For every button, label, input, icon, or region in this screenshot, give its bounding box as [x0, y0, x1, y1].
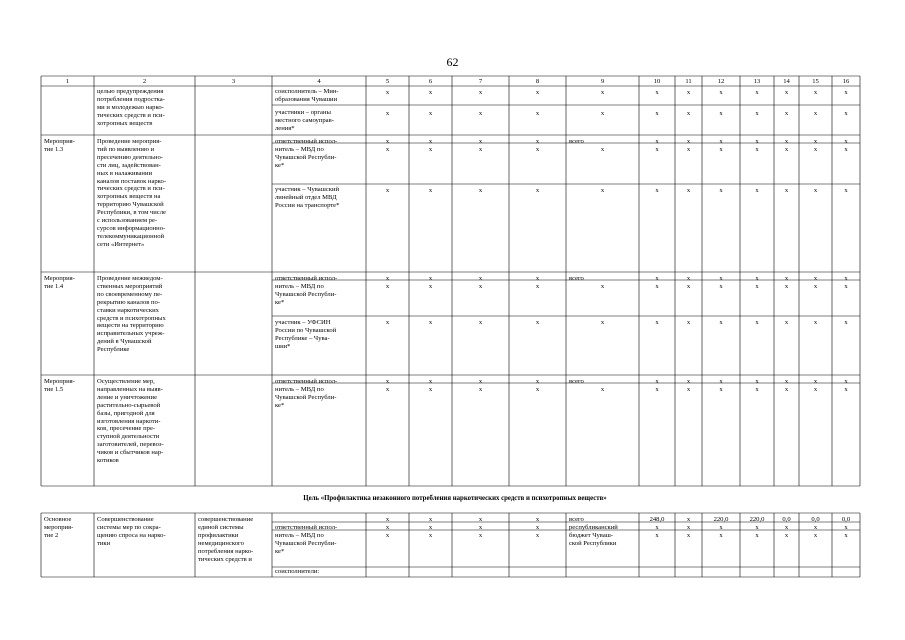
column-header-4: 4 — [317, 77, 321, 85]
participant-role-line: Чувашской Республи- — [275, 290, 337, 298]
x-mark: x — [385, 110, 390, 117]
x-mark: x — [844, 187, 848, 194]
x-mark: x — [784, 110, 789, 117]
x-mark: x — [478, 378, 483, 385]
measure-description-line: по своевременному пе- — [97, 290, 163, 298]
column-header-9: 9 — [600, 77, 605, 85]
measure-number-line: Мероприя- — [44, 138, 75, 145]
measure-number-line: Основное — [44, 516, 72, 523]
x-mark: x — [535, 386, 540, 393]
measure-description-line: веществ на территорию — [97, 322, 164, 330]
measure-description-line: тий по выявлению и — [97, 145, 155, 153]
x-mark: x — [428, 532, 433, 539]
x-mark: x — [428, 275, 433, 282]
x-mark: x — [535, 378, 540, 385]
column-header-2: 2 — [142, 77, 147, 85]
x-mark: x — [784, 187, 789, 194]
x-mark: x — [655, 146, 659, 153]
x-mark: x — [719, 146, 723, 153]
x-mark: x — [844, 532, 848, 539]
measure-goal-line: единой системы — [198, 523, 244, 531]
x-mark: x — [428, 524, 433, 531]
x-mark: x — [755, 283, 759, 290]
measure-description-line: тических средств и пси- — [97, 111, 165, 119]
measure-description-line: ков, пресечение пре- — [97, 425, 156, 433]
measure-description-line: чиков и сбытчиков нар- — [97, 449, 164, 457]
measure-goal-line: тических средств и — [198, 555, 252, 563]
x-mark: x — [719, 89, 723, 96]
x-mark: x — [813, 524, 818, 531]
measure-description-line: заготовителей, перевоз- — [97, 441, 164, 449]
x-mark: x — [813, 110, 818, 117]
measure-goal-line: немедицинского — [198, 539, 244, 547]
x-mark: x — [686, 532, 691, 539]
x-mark: x — [385, 146, 390, 153]
measure-description-line: тических средств и пси- — [97, 185, 165, 193]
x-mark: x — [655, 110, 659, 117]
participant-role-line: ке* — [275, 547, 285, 555]
measure-description-line: Осуществление мер, — [97, 378, 155, 385]
participant-role-line: ке* — [275, 298, 285, 306]
column-header-8: 8 — [535, 77, 540, 85]
x-mark: x — [784, 146, 789, 153]
measure-description-line: ственных мероприятий — [97, 282, 163, 290]
measure-description-line: растительно-сырьевой — [97, 401, 161, 409]
x-mark: x — [655, 319, 659, 326]
column-header-10: 10 — [653, 77, 661, 85]
x-mark: x — [428, 146, 433, 153]
total-value: 0,0 — [782, 516, 791, 523]
x-mark: x — [655, 386, 659, 393]
funding-source: всего — [569, 138, 584, 145]
x-mark: x — [478, 146, 483, 153]
x-mark: x — [784, 89, 789, 96]
x-mark: x — [755, 532, 759, 539]
x-mark: x — [844, 275, 848, 282]
participant-role-line: ке* — [275, 401, 285, 409]
column-header-13: 13 — [753, 77, 761, 85]
x-mark: x — [478, 138, 483, 145]
x-mark: x — [755, 89, 759, 96]
measure-description-line: Совершенствование — [97, 516, 154, 523]
total-value: 220,0 — [749, 516, 765, 523]
x-mark: x — [686, 524, 691, 531]
x-mark: x — [385, 532, 390, 539]
x-mark: x — [428, 516, 433, 523]
x-mark: x — [385, 516, 390, 523]
measure-description-line: сти лиц, задействован- — [97, 161, 161, 169]
x-mark: x — [719, 319, 723, 326]
x-mark: x — [755, 319, 759, 326]
x-mark: x — [478, 524, 483, 531]
x-mark: x — [478, 319, 483, 326]
x-mark: x — [600, 319, 605, 326]
x-mark: x — [385, 187, 390, 194]
x-mark: x — [655, 89, 659, 96]
x-mark: x — [385, 386, 390, 393]
x-mark: x — [844, 110, 848, 117]
measure-description-line: ми и молодежью нарко- — [97, 103, 164, 111]
x-mark: x — [813, 275, 818, 282]
measure-description-line: сурсов информационно- — [97, 224, 166, 232]
x-mark: x — [655, 524, 659, 531]
column-header-6: 6 — [428, 77, 433, 85]
participant-role-line: местного самоуправ- — [275, 116, 334, 124]
x-mark: x — [655, 283, 659, 290]
x-mark: x — [478, 532, 483, 539]
column-header-12: 12 — [717, 77, 725, 85]
x-mark: x — [686, 283, 691, 290]
participant-role-line: участник – Чувашский — [275, 186, 340, 193]
participant-role-line: ления* — [275, 124, 295, 132]
x-mark: x — [385, 319, 390, 326]
x-mark: x — [385, 89, 390, 96]
measure-description-line: ных в налаживании — [97, 169, 153, 177]
participant-role-line: ответственный испол- — [275, 524, 338, 531]
measure-description-line: каналов поставок нарко- — [97, 177, 167, 185]
x-mark: x — [535, 89, 540, 96]
x-mark: x — [719, 524, 723, 531]
measure-description-line: системы мер по сокра- — [97, 523, 161, 531]
measure-description-line: пресечению деятельно- — [97, 153, 164, 161]
measure-description-line: ступной деятельности — [97, 433, 160, 441]
funding-source: всего — [569, 275, 584, 282]
column-header-5: 5 — [385, 77, 390, 85]
funding-source: всего — [569, 378, 584, 385]
total-value: 248,0 — [649, 516, 665, 523]
participant-role-line: участники – органы — [275, 109, 331, 116]
x-mark: x — [535, 275, 540, 282]
funding-source: всего — [569, 516, 584, 523]
x-mark: x — [784, 386, 789, 393]
measure-number-line: мероприя- — [44, 523, 74, 531]
x-mark: x — [844, 146, 848, 153]
x-mark: x — [385, 138, 390, 145]
measure-goal-line: профилактики — [198, 531, 239, 539]
x-mark: x — [385, 283, 390, 290]
measure-description-line: тики — [97, 539, 111, 547]
x-mark: x — [844, 386, 848, 393]
x-mark: x — [784, 138, 789, 145]
measure-number-line: тие 1.4 — [44, 282, 64, 290]
participant-role-line: нитель – МВД по — [275, 145, 324, 153]
measure-number-line: Мероприя- — [44, 378, 75, 385]
x-mark: x — [655, 187, 659, 194]
participant-role-line: участник – УФСИН — [275, 319, 331, 326]
x-mark: x — [813, 532, 818, 539]
x-mark: x — [385, 524, 390, 531]
x-mark: x — [478, 110, 483, 117]
measure-description-line: направленных на выяв- — [97, 385, 163, 393]
x-mark: x — [535, 319, 540, 326]
x-mark: x — [844, 89, 848, 96]
measure-description-line: котиков — [97, 457, 119, 464]
x-mark: x — [428, 386, 433, 393]
participant-role-line: соисполнитель – Мин- — [275, 88, 339, 95]
x-mark: x — [755, 524, 759, 531]
x-mark: x — [478, 386, 483, 393]
measure-number-line: тие 1.3 — [44, 145, 64, 153]
x-mark: x — [755, 146, 759, 153]
x-mark: x — [655, 378, 659, 385]
x-mark: x — [755, 378, 759, 385]
column-header-7: 7 — [478, 77, 483, 85]
x-mark: x — [686, 146, 691, 153]
x-mark: x — [784, 283, 789, 290]
participant-role-line: образования Чувашии — [275, 95, 338, 103]
x-mark: x — [535, 110, 540, 117]
x-mark: x — [600, 187, 605, 194]
measure-description-line: с использованием ре- — [97, 217, 158, 224]
x-mark: x — [600, 283, 605, 290]
x-mark: x — [535, 187, 540, 194]
measure-description-line: базы, пригодной для — [97, 409, 155, 417]
x-mark: x — [655, 532, 659, 539]
x-mark: x — [686, 110, 691, 117]
column-header-11: 11 — [685, 77, 692, 85]
x-mark: x — [784, 378, 789, 385]
measure-description-line: дений в Чувашской — [97, 338, 152, 346]
x-mark: x — [784, 532, 789, 539]
measure-description-line: хотропных веществ — [97, 119, 153, 127]
participant-role-line: Чувашской Республи- — [275, 153, 337, 161]
x-mark: x — [784, 319, 789, 326]
x-mark: x — [428, 319, 433, 326]
participant-role-line: нитель – МВД по — [275, 531, 324, 539]
measure-description-line: территорию Чувашской — [97, 201, 164, 209]
x-mark: x — [428, 138, 433, 145]
x-mark: x — [719, 283, 723, 290]
column-header-15: 15 — [812, 77, 819, 85]
x-mark: x — [719, 138, 723, 145]
x-mark: x — [719, 110, 723, 117]
x-mark: x — [813, 146, 818, 153]
x-mark: x — [535, 516, 540, 523]
measure-description-line: средств и психотропных — [97, 314, 166, 322]
total-value: x — [686, 516, 691, 523]
measure-goal-line: совершенствование — [198, 516, 254, 523]
x-mark: x — [844, 138, 848, 145]
measure-number-line: Мероприя- — [44, 275, 75, 282]
x-mark: x — [719, 187, 723, 194]
x-mark: x — [844, 283, 848, 290]
participant-role-line: ответственный испол- — [275, 378, 338, 385]
x-mark: x — [655, 275, 659, 282]
measure-description-line: потребления подростка- — [97, 95, 165, 103]
x-mark: x — [478, 89, 483, 96]
x-mark: x — [535, 146, 540, 153]
x-mark: x — [844, 524, 848, 531]
goal-title: Цель «Профилактика незаконного потребления наркотических средств и психотропных веществ» — [303, 495, 607, 502]
x-mark: x — [428, 89, 433, 96]
measure-description-line: ление и уничтожение — [97, 393, 158, 401]
measure-description-line: исправительных учреж- — [97, 330, 165, 338]
x-mark: x — [535, 532, 540, 539]
x-mark: x — [478, 187, 483, 194]
x-mark: x — [719, 532, 723, 539]
x-mark: x — [478, 283, 483, 290]
participant-role-line: линейный отдел МВД — [275, 193, 337, 201]
measure-description-line: Республики, в том числе — [97, 209, 166, 217]
x-mark: x — [686, 378, 691, 385]
x-mark: x — [686, 89, 691, 96]
participant-role-line: ке* — [275, 161, 285, 169]
participant-role-line: России на транспорте* — [275, 201, 340, 209]
measure-description-line: Республике — [97, 346, 130, 354]
participant-role-line: Чувашской Республи- — [275, 539, 337, 547]
measure-description-line: целью предупреждения — [97, 88, 164, 95]
x-mark: x — [755, 275, 759, 282]
funding-source-line: ской Республики — [569, 539, 617, 547]
x-mark: x — [719, 275, 723, 282]
total-value: 220,0 — [713, 516, 729, 523]
x-mark: x — [686, 138, 691, 145]
measure-goal-line: потребления нарко- — [198, 547, 254, 555]
x-mark: x — [428, 187, 433, 194]
x-mark: x — [755, 110, 759, 117]
x-mark: x — [784, 524, 789, 531]
column-header-3: 3 — [231, 77, 236, 85]
measure-description-line: щению спроса на нарко- — [97, 531, 166, 539]
x-mark: x — [535, 138, 540, 145]
measure-description-line: телекоммуникационной — [97, 232, 165, 240]
participant-role-line: ответственный испол- — [275, 138, 338, 145]
participant-role-line: Республике – Чува- — [275, 334, 330, 342]
participant-role-line: Чувашской Республи- — [275, 393, 337, 401]
x-mark: x — [755, 138, 759, 145]
x-mark: x — [428, 378, 433, 385]
measure-description-line: изготовления наркоти- — [97, 417, 161, 425]
funding-source-line: бюджет Чуваш- — [569, 532, 614, 539]
x-mark: x — [686, 187, 691, 194]
participant-role: соисполнители: — [275, 568, 320, 575]
x-mark: x — [813, 386, 818, 393]
measure-number-line: тие 2 — [44, 531, 59, 539]
participant-role-line: нитель – МВД по — [275, 385, 324, 393]
x-mark: x — [478, 275, 483, 282]
x-mark: x — [428, 283, 433, 290]
x-mark: x — [813, 378, 818, 385]
x-mark: x — [600, 89, 605, 96]
x-mark: x — [844, 319, 848, 326]
total-value: 0,0 — [841, 516, 851, 523]
x-mark: x — [686, 319, 691, 326]
x-mark: x — [755, 187, 759, 194]
x-mark: x — [813, 319, 818, 326]
x-mark: x — [535, 524, 540, 531]
participant-role-line: России по Чувашской — [275, 326, 337, 334]
column-header-1: 1 — [65, 77, 70, 85]
funding-source: республиканский — [569, 524, 618, 531]
x-mark: x — [719, 378, 723, 385]
x-mark: x — [813, 283, 818, 290]
x-mark: x — [755, 386, 759, 393]
measure-description-line: рекрытию каналов по- — [97, 298, 161, 306]
x-mark: x — [655, 138, 659, 145]
x-mark: x — [686, 275, 691, 282]
x-mark: x — [719, 386, 723, 393]
measure-number-line: тие 1.5 — [44, 385, 64, 393]
total-value: 0,0 — [811, 516, 820, 523]
measure-description-line: сети «Интернет» — [97, 240, 145, 248]
x-mark: x — [686, 386, 691, 393]
measure-description-line: хотропных веществ на — [97, 193, 161, 201]
page-number: 62 — [446, 55, 459, 69]
x-mark: x — [385, 275, 390, 282]
column-header-14: 14 — [783, 77, 790, 85]
measure-description-line: Проведение межведом- — [97, 275, 163, 282]
x-mark: x — [784, 275, 789, 282]
x-mark: x — [600, 110, 605, 117]
measure-description-line: Проведение мероприя- — [97, 138, 162, 145]
x-mark: x — [813, 89, 818, 96]
x-mark: x — [813, 187, 818, 194]
x-mark: x — [844, 378, 848, 385]
x-mark: x — [535, 283, 540, 290]
x-mark: x — [600, 146, 605, 153]
participant-role-line: ответственный испол- — [275, 275, 338, 282]
x-mark: x — [813, 138, 818, 145]
column-header-16: 16 — [842, 77, 850, 85]
x-mark: x — [385, 378, 390, 385]
x-mark: x — [600, 386, 605, 393]
participant-role-line: нитель – МВД по — [275, 282, 324, 290]
x-mark: x — [478, 516, 483, 523]
x-mark: x — [428, 110, 433, 117]
measure-description-line: ставки наркотических — [97, 306, 159, 314]
participant-role-line: шии* — [275, 342, 291, 350]
